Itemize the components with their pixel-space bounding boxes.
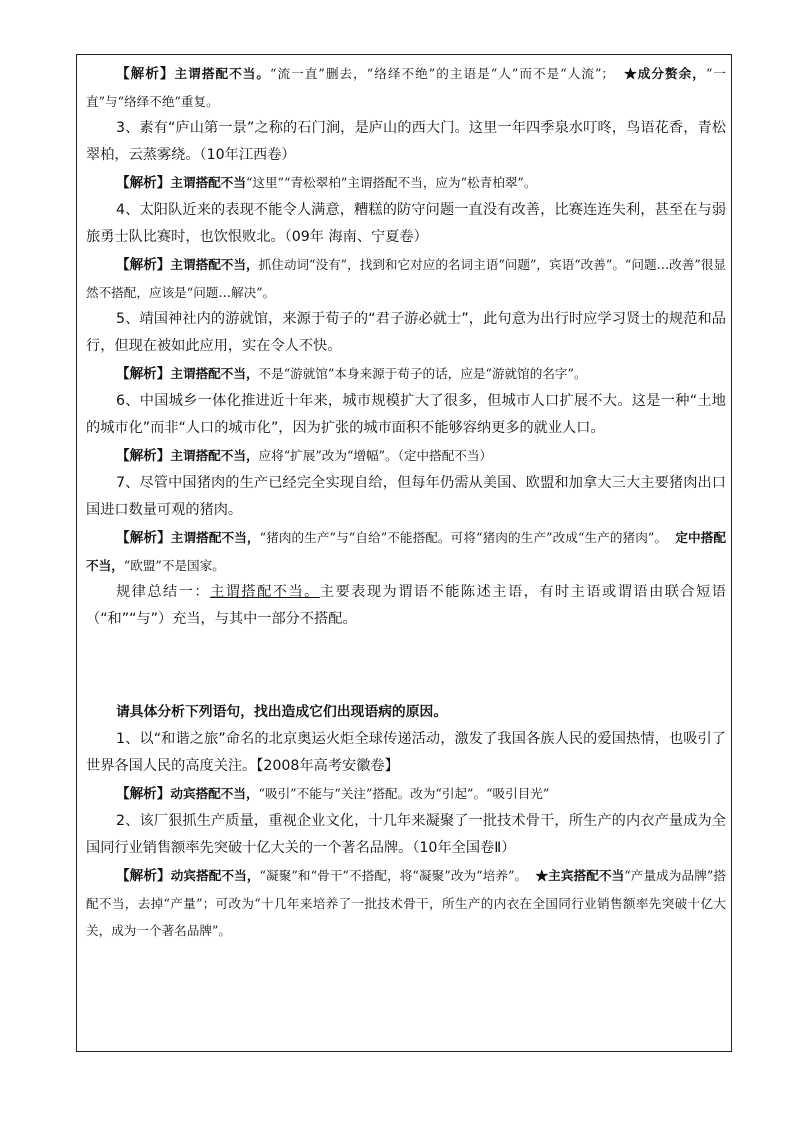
analysis-paragraph [86, 442, 726, 470]
analysis-paragraph [86, 169, 726, 197]
analysis-tag: 【解析】 [116, 366, 171, 382]
analysis-text: “凝聚”和“骨干”不搭配，将“凝聚”改为“培养”。 [259, 868, 528, 883]
rule-prefix: 规律总结一： [116, 584, 211, 600]
exercise-heading: 请具体分析下列语句，找出造成它们出现语病的原因。 [116, 704, 448, 720]
analysis-text: “猪肉的生产”与“自给”不能搭配。可将“猪肉的生产”改成“生产的猪肉”。 [259, 530, 668, 545]
analysis-star-note: ★成分赘余， [624, 66, 706, 81]
analysis-star-note: ★主宾搭配不当 [535, 868, 625, 883]
analysis-lead: 主谓搭配不当， [170, 257, 259, 272]
exercise-question-2: 2、该厂狠抓生产质量，重视企业文化，十几年来凝聚了一批技术骨干，所生产的内衣产量成为全国同行业销售额率先突破十亿大关的一个著名品牌。（10年全国卷Ⅱ） [86, 813, 726, 856]
question-7: 7、尽管中国猪肉的生产已经完全实现自给，但每年仍需从美国、欧盟和加拿大三大主要猪肉出口国进口数量可观的猪肉。 [86, 475, 726, 518]
analysis-text: “这里”“青松翠柏”主谓搭配不当，应为“松青柏翠”。 [245, 175, 537, 190]
question-5: 5、靖国神社内的游就馆，来源于荀子的“君子游必就士”，此句意为出行时应学习贤士的规范和品行，但现在被如此应用，实在令人不快。 [86, 311, 726, 354]
rule-summary [86, 579, 726, 633]
rule-key: 主谓搭配不当。 [210, 584, 320, 600]
analysis-paragraph [86, 862, 726, 944]
analysis-paragraph [86, 251, 726, 306]
rule-text: 主要表现为谓语不能陈述主语，有时主语或谓语由联合短语（“和”“与”）充当，与其中一部分不搭配。 [86, 584, 726, 627]
analysis-tag: 【解析】 [116, 786, 171, 802]
analysis-paragraph [86, 60, 726, 115]
analysis-tag: 【解析】 [116, 868, 171, 884]
analysis-tag: 【解析】 [116, 448, 171, 464]
analysis-text: “一直”与“络绎不绝”重复。 [86, 66, 727, 109]
analysis-lead: 动宾搭配不当， [170, 786, 259, 801]
analysis-paragraph [86, 524, 726, 579]
analysis-text: 不是“游就馆”本身来源于荀子的话，应是“游就馆的名字”。 [258, 366, 587, 381]
analysis-tag: 【解析】 [116, 530, 171, 546]
analysis-tag: 【解析】 [116, 66, 175, 82]
section-spacer [86, 633, 726, 699]
analysis-text: “欧盟”不是国家。 [123, 558, 225, 573]
analysis-lead: 主谓搭配不当， [170, 448, 259, 463]
question-6: 6、中国城乡一体化推进近十年来，城市规模扩大了很多，但城市人口扩展不大。这是一种“土地的城市化”而非“人口的城市化”，因为扩张的城市面积不能够容纳更多的就业人口。 [86, 393, 726, 436]
analysis-tag: 【解析】 [116, 257, 171, 273]
analysis-lead: 主谓搭配不当 [170, 175, 246, 190]
question-3: 3、素有“庐山第一景”之称的石门涧，是庐山的西大门。这里一年四季泉水叮咚，鸟语花香，青松翠柏，云蒸雾绕。（10年江西卷） [86, 120, 726, 163]
analysis-text: 抓住动词“没有”，找到和它对应的名词主语“问题”，宾语“改善”。“问题…改善”很显然不搭配，应该是“问题…解决”。 [86, 257, 727, 300]
analysis-lead: 主谓搭配不当， [170, 530, 260, 545]
exercise-question-1: 1、以“和谐之旅”命名的北京奥运火炬全球传递活动，激发了我国各族人民的爱国热情，也吸引了世界各国人民的高度关注。【2008年高考安徽卷】 [86, 731, 726, 774]
analysis-lead: 主谓搭配不当。 [174, 66, 270, 81]
analysis-text: “流一直”删去，“络绎不绝”的主语是“人”而不是“人流”； [269, 66, 615, 81]
question-4: 4、太阳队近来的表现不能令人满意，糟糕的防守问题一直没有改善，比赛连连失利，甚至在与弱旅勇士队比赛时，也饮恨败北。（09年 海南、宁夏卷） [86, 202, 726, 245]
analysis-lead: 动宾搭配不当， [170, 868, 260, 883]
analysis-paragraph [86, 360, 726, 388]
analysis-paragraph [86, 780, 726, 808]
analysis-tag: 【解析】 [116, 175, 171, 191]
analysis-text: 应将“扩展”改为“增幅”。（定中搭配不当） [258, 448, 493, 463]
analysis-text: “吸引”不能与“关注”搭配。改为“引起”。“吸引目光” [258, 786, 550, 801]
document-content [86, 60, 726, 944]
analysis-lead-secondary: 定中搭配不当， [86, 530, 727, 573]
analysis-text: “产量成为品牌”搭配不当，去掉“产量”；可改为“十几年来培养了一批技术骨干，所生产的内衣在全国同行业销售额率先突破十亿大关，成为一个著名品牌”。 [86, 868, 727, 938]
analysis-lead: 主谓搭配不当， [170, 366, 259, 381]
